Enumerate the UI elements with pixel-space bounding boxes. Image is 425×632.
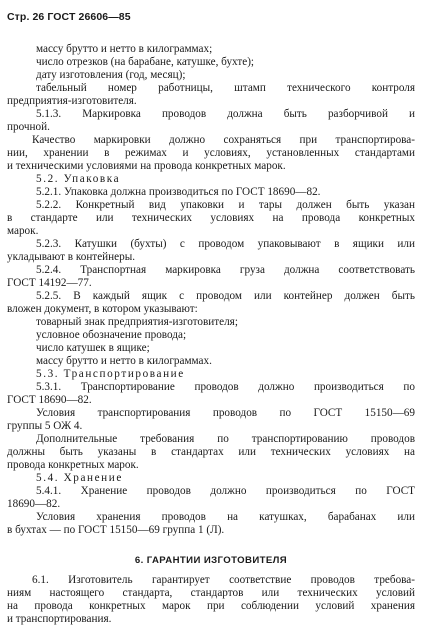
text-line: 5.2.3. Катушки (бухты) с проводом упаковывают в ящики или bbox=[36, 238, 415, 250]
text-line: ГОСТ 18690—82. bbox=[7, 394, 92, 406]
text-line: ГОСТ 14192—77. bbox=[7, 277, 92, 289]
text-line: 5.2.2. Конкретный вид упаковки и тары должен быть указан bbox=[36, 199, 415, 211]
text-line: число катушек в ящике; bbox=[36, 342, 150, 354]
text-line: 5.4.1. Хранение проводов должно производиться по ГОСТ bbox=[36, 485, 415, 497]
text-line: 5.3. Транспортирование bbox=[36, 368, 185, 380]
section-6-text bbox=[7, 574, 415, 626]
text-line: 5.2.1. Упаковка должна производиться по ГОСТ 18690—82. bbox=[36, 186, 321, 198]
text-line: 5.2. Упаковка bbox=[36, 173, 121, 185]
text-line: вложен документ, в котором указывают: bbox=[7, 303, 198, 315]
text-line: 5.3.1. Транспортирование проводов должно производиться по bbox=[36, 381, 415, 393]
text-line: Качество маркировки должно сохраняться при транспортирова- bbox=[32, 134, 415, 146]
text-line: прочной. bbox=[7, 121, 50, 133]
text-line: Условия транспортирования проводов по ГОСТ 15150—69 bbox=[36, 407, 415, 419]
text-line: 5.1.3. Маркировка проводов должна быть разборчивой и bbox=[36, 108, 415, 120]
text-line: массу брутто и нетто в килограммах. bbox=[36, 355, 212, 367]
text-line: в бухтах — по ГОСТ 15150—69 группа 1 (Л). bbox=[7, 524, 225, 536]
text-line: укладывают в контейнеры. bbox=[7, 251, 136, 263]
text-line: в стандарте или технических условиях на провода конкретных bbox=[7, 212, 415, 224]
text-line: дату изготовления (год, месяц); bbox=[36, 69, 186, 81]
text-line: массу брутто и нетто в килограммах; bbox=[36, 43, 213, 55]
text-line: 5.2.4. Транспортная маркировка груза должна соответствовать bbox=[36, 264, 415, 276]
text-line: группы 5 ОЖ 4. bbox=[7, 420, 83, 432]
text-line: марок. bbox=[7, 225, 39, 237]
text-line: и техническими условиями на провода конкретных марок. bbox=[7, 160, 286, 172]
text-line: табельный номер работницы, штамп технического контроля bbox=[36, 82, 415, 94]
text-line: 6.1. Изготовитель гарантирует соответствие проводов требова- bbox=[32, 574, 415, 586]
text-line: ниям настоящего стандарта, стандартов или технических условий bbox=[7, 587, 415, 599]
text-line: Дополнительные требования по транспортированию проводов bbox=[36, 433, 415, 445]
text-line: товарный знак предприятия-изготовителя; bbox=[36, 316, 238, 328]
text-line: число отрезков (на барабане, катушке, бухте); bbox=[36, 56, 255, 68]
text-line: 5.2.5. В каждый ящик с проводом или контейнер должен быть bbox=[36, 290, 415, 302]
text-line: 18690—82. bbox=[7, 498, 61, 510]
text-line: должны быть указаны в стандартах или технических условиях на bbox=[7, 446, 415, 458]
text-line: предприятия-изготовителя. bbox=[7, 95, 137, 107]
text-line: 5.4. Хранение bbox=[36, 472, 123, 484]
section-5-text bbox=[7, 43, 415, 537]
text-line: нии, хранении в режимах и условиях, установленных стандартами bbox=[7, 147, 415, 159]
text-line: провода конкретных марок. bbox=[7, 459, 139, 471]
section-6-title: 6. ГАРАНТИИ ИЗГОТОВИТЕЛЯ bbox=[134, 555, 288, 566]
text-line: Условия хранения проводов на катушках, барабанах или bbox=[36, 511, 415, 523]
document-body bbox=[7, 43, 415, 626]
text-line: условное обозначение провода; bbox=[36, 329, 187, 341]
page-header: Стр. 26 ГОСТ 26606—85 bbox=[7, 11, 131, 23]
text-line: и транспортирования. bbox=[7, 613, 112, 625]
text-line: на провода конкретных марок при соблюдении условий хранения bbox=[7, 600, 415, 612]
